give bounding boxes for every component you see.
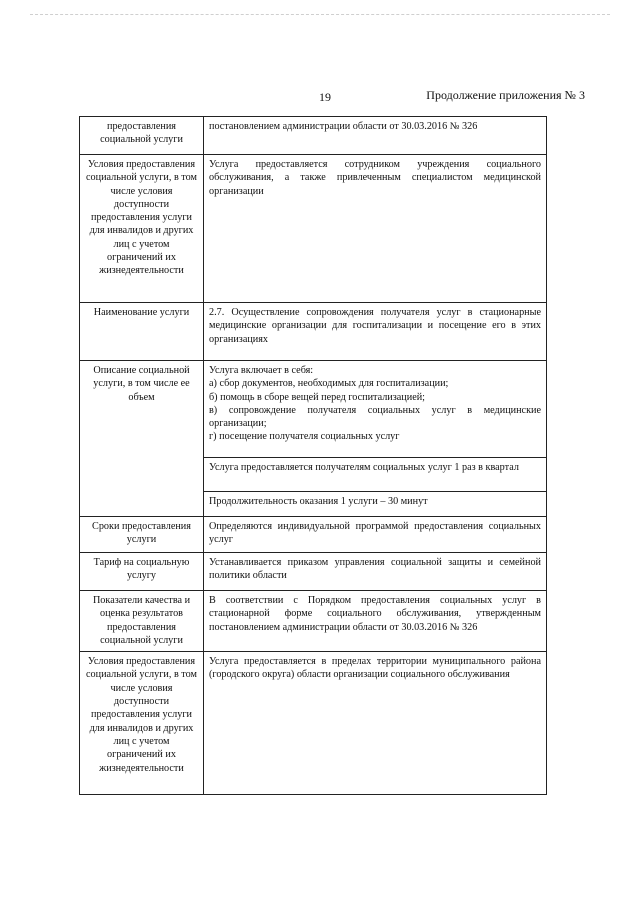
page-number: 19 xyxy=(319,90,331,104)
row-value: Устанавливается приказом управления социальной защиты и семейной политики области xyxy=(204,553,547,591)
description-line: в) сопровождение получателя социальных услуг в медицинские организации; xyxy=(209,404,541,430)
description-line: а) сбор документов, необходимых для госпитализации; xyxy=(209,378,449,390)
row-label: Описание социальной услуги, в том числе ее объем xyxy=(80,361,204,517)
row-label: Условия предоставления социальной услуги, в том числе условия доступности предоставления услуги для инвалидов и других лиц с учетом ограничений их жизнедеятельности xyxy=(80,155,204,303)
row-label: предоставления социальной услуги xyxy=(80,117,204,155)
service-description xyxy=(204,361,547,458)
description-line: Услуга включает в себя: xyxy=(209,365,314,376)
table-row xyxy=(80,652,547,795)
scan-artifact-line xyxy=(30,14,610,15)
row-value: Услуга предоставляется сотрудником учреждения социального обслуживания, а также привлеченным специалистом медицинской организации xyxy=(204,155,547,303)
service-frequency: Услуга предоставляется получателям социальных услуг 1 раз в квартал xyxy=(204,458,547,492)
table-row xyxy=(80,117,547,155)
service-table xyxy=(79,116,547,795)
row-label: Показатели качества и оценка результатов предоставления социальной услуги xyxy=(80,591,204,652)
description-line: г) посещение получателя социальных услуг xyxy=(209,431,400,443)
service-name: 2.7. Осуществление сопровождения получателя услуг в стационарные медицинские организации для госпитализации и посещение его в этих организациях xyxy=(204,303,547,361)
row-value: Определяются индивидуальной программой предоставления социальных услуг xyxy=(204,517,547,553)
row-label: Условия предоставления социальной услуги, в том числе условия доступности предоставления услуги для инвалидов и других лиц с учетом ограничений их жизнедеятельности xyxy=(80,652,204,795)
table-row xyxy=(80,591,547,652)
table-row xyxy=(80,553,547,591)
row-label: Тариф на социальную услугу xyxy=(80,553,204,591)
row-value: В соответствии с Порядком предоставления социальных услуг в стационарной форме социального обслуживания, утвержденным постановлением администрации области от 30.03.2016 № 326 xyxy=(204,591,547,652)
row-label: Сроки предоставления услуги xyxy=(80,517,204,553)
table-row xyxy=(80,303,547,361)
table-row xyxy=(80,155,547,303)
appendix-label: Продолжение приложения № 3 xyxy=(426,88,585,102)
table-row xyxy=(80,361,547,458)
row-value: постановлением администрации области от 30.03.2016 № 326 xyxy=(204,117,547,155)
service-duration: Продолжительность оказания 1 услуги – 30 минут xyxy=(204,492,547,517)
row-label: Наименование услуги xyxy=(80,303,204,361)
table-row xyxy=(80,517,547,553)
description-line: б) помощь в сборе вещей перед госпитализацией; xyxy=(209,391,425,403)
row-value: Услуга предоставляется в пределах территории муниципального района (городского округа) области организации социального обслуживания xyxy=(204,652,547,795)
